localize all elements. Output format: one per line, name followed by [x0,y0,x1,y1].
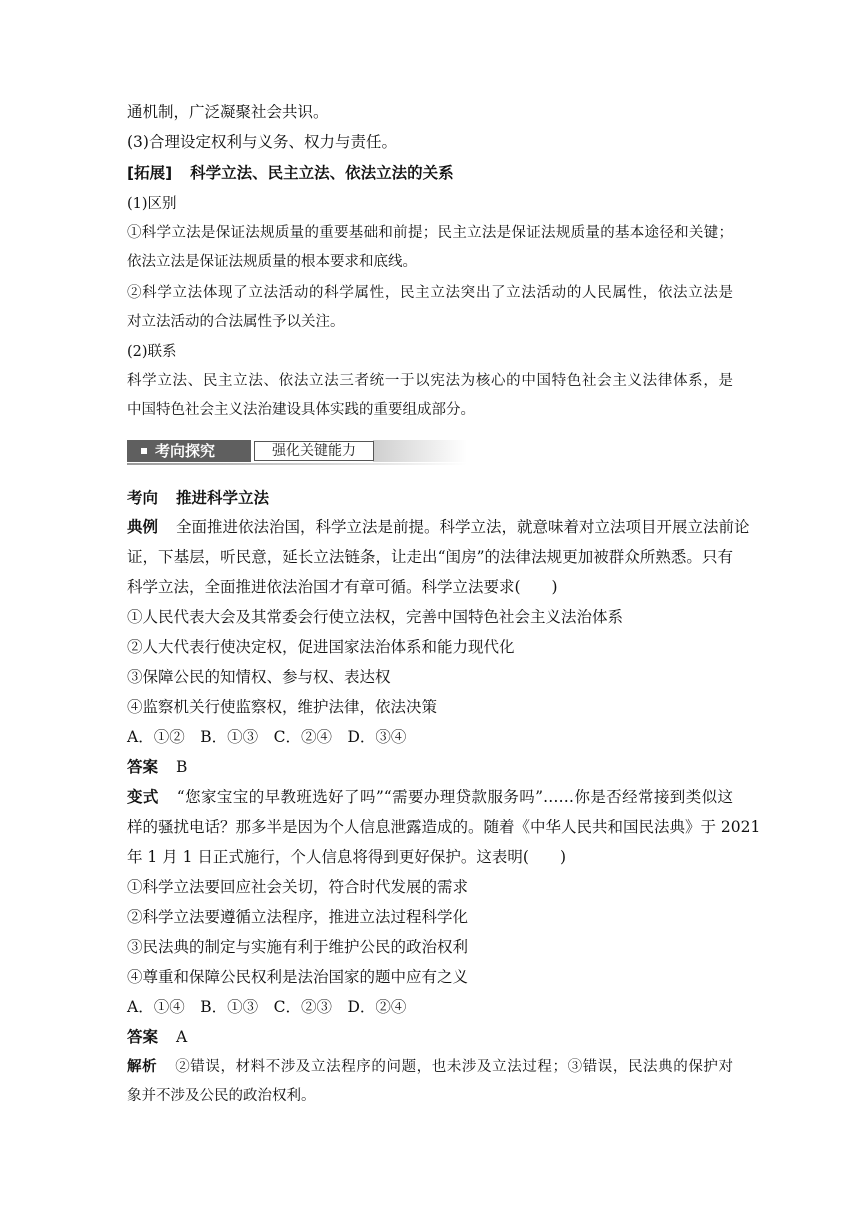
extension-title: 科学立法、民主立法、依法立法的关系 [190,164,454,182]
answer-line [127,1026,187,1048]
text-line: 依法立法是保证法规质量的根本要求和底线。 [127,254,417,270]
banner-fade [373,440,467,462]
choices: A．①④ B．①③ C．②③ D．②④ [127,998,407,1016]
analysis-line: 象并不涉及公民的政治权利。 [127,1088,316,1104]
option-3: ③保障公民的知情权、参与权、表达权 [127,668,391,686]
banner-left-label: 考向探究 [155,442,216,460]
analysis-tag: 解析 [127,1059,158,1075]
text-line: 中国特色社会主义法治建设具体实践的重要组成部分。 [127,402,475,418]
choices: A．①② B．①③ C．②④ D．③④ [127,728,407,746]
example-line [127,516,750,538]
example-line: 科学立法，全面推进依法治国才有章可循。科学立法要求( ) [127,578,558,596]
text-line: 通机制，广泛凝聚社会共识。 [127,103,329,121]
text-line: (3)合理设定权利与义务、权力与责任。 [127,133,397,151]
option-4: ④监察机关行使监察权，维护法律，依法决策 [127,698,438,716]
option-2: ②人大代表行使决定权，促进国家法治体系和能力现代化 [127,638,515,656]
banner-rule [127,463,467,465]
extension-heading [127,162,454,184]
answer-line [127,756,187,778]
banner-right: 强化关键能力 [254,441,374,461]
example-text: 全面推进依法治国，科学立法是前提。科学立法，就意味着对立法项目开展立法前论 [176,518,750,536]
variant-line [127,786,733,808]
option-2: ②科学立法要遵循立法程序，推进立法过程科学化 [127,908,469,926]
direction-tag: 考向 [127,489,159,507]
banner-left [127,440,251,462]
answer-tag: 答案 [127,758,159,776]
variant-line: 样的骚扰电话？那多半是因为个人信息泄露造成的。随着《中华人民共和国民法典》于 2021 [127,818,761,836]
square-icon [141,448,147,454]
analysis-text: ②错误，材料不涉及立法程序的问题，也未涉及立法过程；③错误，民法典的保护对 [175,1059,733,1075]
answer-value: A [176,1028,188,1046]
option-1: ①人民代表大会及其常委会行使立法权，完善中国特色社会主义法治体系 [127,608,624,626]
option-1: ①科学立法要回应社会关切，符合时代发展的需求 [127,878,469,896]
analysis-line [127,1056,733,1078]
direction-title: 推进科学立法 [176,489,270,507]
variant-text: “您家宝宝的早教班选好了吗”“需要办理贷款服务吗”……你是否经常接到类似这 [176,788,733,806]
subheading: (1)区别 [127,196,177,212]
extension-tag: [拓展] [127,164,173,182]
variant-line: 年 1 月 1 日正式施行，个人信息将得到更好保护。这表明( ) [127,848,567,866]
answer-tag: 答案 [127,1028,159,1046]
direction-heading [127,487,269,509]
subheading: (2)联系 [127,344,177,360]
text-line: 科学立法、民主立法、依法立法三者统一于以宪法为核心的中国特色社会主义法律体系，是 [127,373,733,389]
section-banner [127,438,467,466]
example-tag: 典例 [127,518,159,536]
variant-tag: 变式 [127,788,159,806]
text-line: ①科学立法是保证法规质量的重要基础和前提；民主立法是保证法规质量的基本途径和关键； [127,225,733,241]
option-4: ④尊重和保障公民权利是法治国家的题中应有之义 [127,968,469,986]
answer-value: B [176,758,188,776]
text-line: 对立法活动的合法属性予以关注。 [127,314,345,330]
option-3: ③民法典的制定与实施有利于维护公民的政治权利 [127,938,469,956]
example-line: 证，下基层，听民意，延长立法链条，让走出“闺房”的法律法规更加被群众所熟悉。只有 [127,548,733,566]
text-line: ②科学立法体现了立法活动的科学属性，民主立法突出了立法活动的人民属性，依法立法是 [127,285,733,301]
